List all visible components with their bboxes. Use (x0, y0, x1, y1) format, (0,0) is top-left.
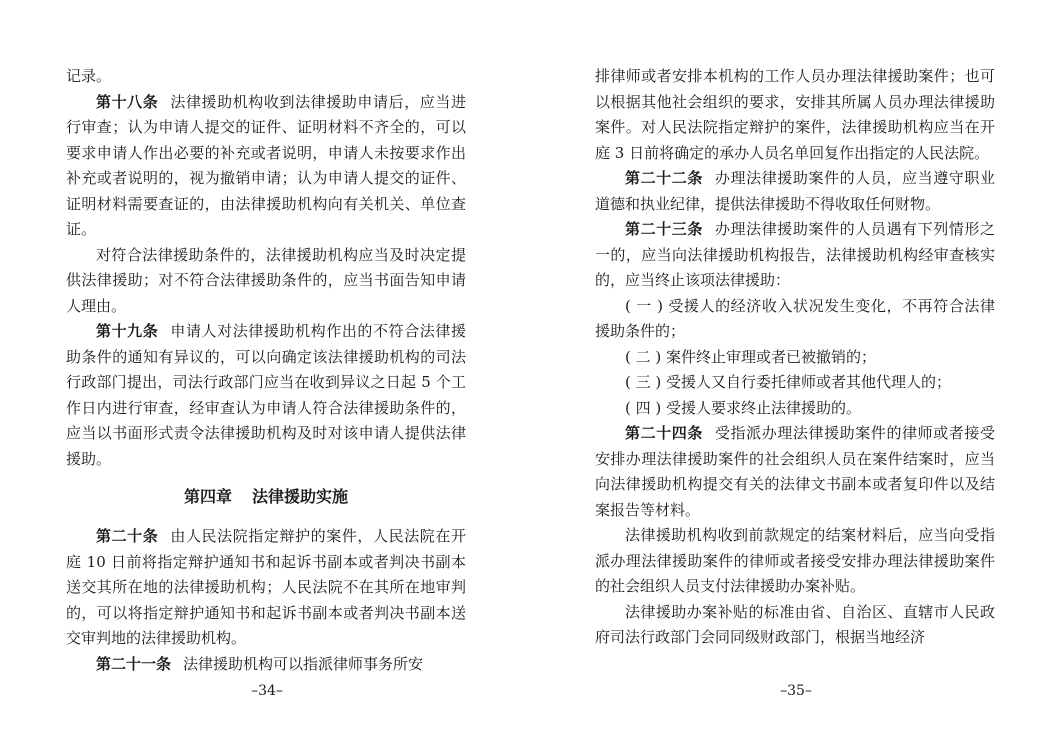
article-19 (66, 319, 466, 472)
paragraph: 对符合法律援助条件的，法律援助机构应当及时决定提供法律援助；对不符合法律援助条件的，应当书面告知申请人理由。 (66, 245, 466, 315)
chapter-title: 法律援助实施 (252, 487, 349, 506)
paragraph: 法律援助办案补贴的标准由省、自治区、直辖市人民政府司法行政部门会同同级财政部门，根据当地经济 (595, 602, 995, 646)
article-18 (66, 90, 466, 243)
list-item-4: ( 四 ) 受援人要求终止法律援助的。 (625, 398, 862, 417)
article-22 (595, 166, 995, 217)
article-23 (595, 217, 995, 294)
article-number: 第二十条 (96, 527, 159, 545)
article-text: 由人民法院指定辩护的案件，人民法院在开庭 10 日前将指定辩护通知书和起诉书副本或者判决书副本送交其所在地的法律援助机构；人民法院不在其所在地审判的，可以将指定辩护通知书和起诉书副本或者判决书副本送交审判地的法律援助机构。 (66, 527, 466, 647)
article-number: 第十九条 (96, 322, 159, 340)
article-number: 第十八条 (96, 92, 159, 111)
page-number-right: –35– (780, 683, 812, 699)
article-text: 法律援助机构收到法律援助申请后，应当进行审查；认为申请人提交的证件、证明材料不齐全的，可以要求申请人作出必要的补充或者说明，申请人未按要求作出补充或者说明的，视为撤销申请；认为申请人提交的证件、证明材料需要查证的，由法律援助机构向有关机关、单位查证。 (66, 92, 466, 238)
article-text: 受指派办理法律援助案件的律师或者接受安排办理法律援助案件的社会组织人员在案件结案时，应当向法律援助机构提交有关的法律文书副本或者复印件以及结案报告等材料。 (595, 424, 995, 519)
chapter-number: 第四章 (183, 487, 232, 506)
article-text: 法律援助机构可以指派律师事务所安 (183, 654, 424, 673)
paragraph-continuation: 排律师或者安排本机构的工作人员办理法律援助案件；也可以根据其他社会组织的要求，安排其所属人员办理法律援助案件。对人民法院指定辩护的案件，法律援助机构应当在开庭 3 日前将确定的承办人员名单回复作出指定的人民法院。 (595, 67, 995, 162)
list-item-3: ( 三 ) 受援人又自行委托律师或者其他代理人的； (625, 373, 952, 391)
list-item-2: ( 二 ) 案件终止审理或者已被撤销的； (625, 347, 877, 366)
paragraph-continuation: 记录。 (66, 67, 112, 85)
right-page (595, 64, 995, 651)
list-item-1: ( 一 ) 受援人的经济收入状况发生变化，不再符合法律援助条件的； (595, 296, 995, 340)
article-text: 办理法律援助案件的人员遇有下列情形之一的，应当向法律援助机构报告，法律援助机构经审查核实的，应当终止该项法律援助： (595, 220, 995, 289)
left-page (66, 64, 466, 677)
article-24 (595, 421, 995, 523)
article-number: 第二十四条 (625, 424, 703, 442)
article-21 (66, 652, 466, 678)
chapter-heading (66, 484, 466, 510)
article-number: 第二十三条 (625, 220, 703, 238)
article-text: 申请人对法律援助机构作出的不符合法律援助条件的通知有异议的，可以向确定该法律援助机构的司法行政部门提出，司法行政部门应当在收到异议之日起 5 个工作日内进行审查，经审查认为申请人符合法律援助条件的，应当以书面形式责令法律援助机构及时对该申请人提供法律援助。 (66, 322, 466, 468)
article-number: 第二十二条 (625, 169, 703, 187)
article-number: 第二十一条 (96, 654, 172, 673)
article-text: 办理法律援助案件的人员，应当遵守职业道德和执业纪律，提供法律援助不得收取任何财物。 (595, 169, 995, 213)
page-number-left: –34– (251, 683, 283, 699)
paragraph: 法律援助机构收到前款规定的结案材料后，应当向受指派办理法律援助案件的律师或者接受安排办理法律援助案件的社会组织人员支付法律援助办案补贴。 (595, 526, 995, 595)
article-20 (66, 524, 466, 652)
